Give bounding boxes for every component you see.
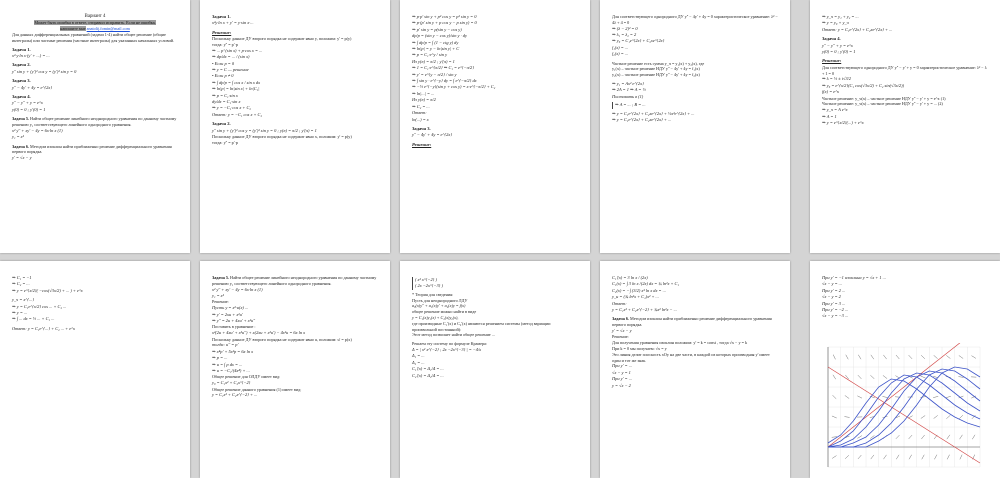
task-6-heading: Задача 6. (12, 143, 29, 149)
p8-note-3: a₀(x)y'' + a₁(x)y' + a₂(x)y = f(x) (412, 303, 466, 309)
direction-segment (934, 355, 938, 358)
direction-segment (871, 455, 874, 459)
direction-segment (844, 417, 849, 418)
p3-line-7: ⇒ p = C₁·e^y / sin y (412, 52, 448, 58)
p7-equation: x² y'' + xy' − 4y = 6x·ln x (1) (212, 286, 263, 292)
p8-note-2: Пусть для неоднородного ЛДУ (412, 297, 468, 303)
document-page-9 (600, 261, 790, 478)
direction-segment (870, 375, 874, 378)
p5-line-5: f(x) = e^x (822, 89, 840, 95)
p7-line-5: тогда: u'' = p' (212, 342, 239, 348)
p5-task-4-heading: Задача 4. (822, 36, 841, 42)
p2-line-3: • Если p = 0 (212, 60, 235, 66)
direction-segment (946, 396, 951, 398)
p9-text-1: Для получения уравнения изоклин положим: y' = k = const , тогда √x − y = k (612, 340, 748, 346)
direction-segment (858, 375, 862, 379)
direction-segment (845, 455, 849, 459)
p2-task-2-equation: y'' sin y + (y')² cos y = (y')² sin y = 0 ; y(π) = π/2 ; y'(π) = 1 (212, 127, 317, 133)
p3-line-4: dp/p = (sin y − cos y)/sin y · dy (412, 33, 467, 39)
direction-segment (946, 415, 950, 418)
p9-solution-label: Решение: (612, 334, 629, 340)
p10-line-1: При y' = −1 изоклина y = √x + 1 ... (822, 275, 886, 280)
p4-text-3: y₁(x) – частное решение НДУ y'' − 4y' + 4y = f₁(x) (612, 66, 700, 72)
direction-segment (922, 455, 925, 460)
p9-task-6-text: Методом изоклин найти приближенно решение дифференциального уравнения первого порядка. (612, 316, 772, 328)
direction-segment (896, 435, 900, 439)
p2-line-8: ⇒ p = C₁·sin x (212, 92, 238, 98)
p9-line-9: y = √x − 2 (612, 382, 631, 388)
direction-segment (858, 355, 861, 359)
direction-segment (871, 355, 874, 359)
p8-note-4: общее решение можно найти в виде (412, 309, 477, 315)
direction-segment (833, 355, 835, 360)
p10-line-2: √x − y = ... (822, 281, 842, 287)
p2-text-1: Поскольку данное ДУ второго порядка не содержит явно y, положим: y' = p(y) (212, 36, 352, 42)
p4-line-8: Поставить в (1) (612, 93, 644, 99)
variant-title: Вариант 4 (84, 14, 106, 19)
p7-task-5-heading: Задача 5. (212, 275, 229, 280)
p7-line-10: y₀ = C₁x² + C₂x^{−2} (212, 380, 251, 386)
p7-line-6: ⇒ x⁴p' + 5x³p = 6x ln x (212, 348, 254, 354)
p9-text-3: Это линия делит плоскость xOy на две части, в каждой из которых производная y' имеет один и тот же знак. (612, 351, 770, 363)
direction-segment (896, 355, 899, 359)
p3-line-3: ⇒ p' sin y = p(sin y − cos y) (412, 26, 462, 32)
document-page-1 (0, 0, 190, 253)
p2-line-1: ⇒ ... p'·(sin x) + p·cos x = ... (212, 47, 263, 53)
task-6-equation: y' = √x − y (12, 155, 32, 161)
direction-segment (960, 455, 962, 460)
p10-line-6: При y' = −2 ... (822, 307, 849, 313)
p5-line-3: ⇒ λ = ½ ± i√3/2 (822, 76, 851, 82)
p8-matrix-row-1: ( x² x^{−2} ) (415, 277, 437, 282)
task-6-block (12, 144, 178, 156)
p2-task-1-equation: x²y·ln x + y' = y·sin x·... (212, 20, 254, 26)
p8-line-5: Δ₂ = ... (412, 359, 425, 365)
p4-line-4: f₁(x) = ... (612, 44, 629, 50)
p7-task-5-text: Найти общее решение линейного неоднородного уравнения по данному частному решению y₁ соответствующего линейного однородного уравнения. (212, 275, 377, 286)
direction-segment (959, 415, 963, 419)
p5-line-8: ⇒ y = e^{x/2}(...) + e^x (822, 120, 864, 126)
p3-task-3-equation: y'' − 4y' + 4y = e^{2x} (412, 132, 452, 138)
p3-solution-label: Решение: (412, 141, 432, 147)
p2-line-7: ⇒ ln|p| = ln|sin x| + ln|C₁| (212, 86, 260, 92)
p9-line-3: C₂(x) = −∫ (3/2) x³ ln x dx = ... (612, 287, 666, 293)
p4-line-6: ⇒ y₁ = Ax² e^{2x} (612, 81, 644, 87)
p2-line-4: ⇒ y = C — решение (212, 67, 249, 73)
p7-text-2: Поскольку данное ДУ второго порядка не содержит явно u, положим: u' = p(x) (212, 336, 352, 342)
p10-line-5: При y' = 3 ... (822, 300, 846, 306)
p7-line-7: ⇒ p = ... (212, 355, 228, 361)
p9-line-4: y_н = (¾ ln²x + C₁)x² + ... (612, 294, 659, 300)
p6-line-5: ⇒ y = C₁e^{x/2} cos ... + C₂ ... (12, 303, 67, 309)
direction-segment (921, 355, 925, 359)
p7-text-4: Общее решение данного уравнения (1) имеет вид: (212, 386, 302, 392)
p9-line-5: y = C₁x² + C₂x^{−2} + ¾x² ln²x − ... (612, 307, 677, 313)
direction-segment (921, 416, 925, 419)
p8-note-6: где производные C₁'(x) и C₂'(x) являются решением системы (метод вариации (412, 320, 551, 326)
p9-line-2: C₁(x) = ∫ 3 ln x /(2x) dx = ¾ ln²x + C₁ (612, 281, 680, 287)
direction-segment (832, 456, 836, 459)
p7-line-11: y = C₁x² + C₂x^{−2} + ... (212, 392, 258, 398)
direction-segment (921, 435, 924, 439)
p8-text-1: Решаем эту систему по формуле Крамера: (412, 341, 488, 347)
direction-segment (933, 396, 938, 397)
p3-line-1: ⇒ p·p' sin y + p² cos y = p² sin y = 0 (412, 14, 477, 19)
direction-segment (947, 435, 950, 439)
p9-line-8: При y' = ... (612, 376, 632, 382)
direction-segment (857, 396, 862, 398)
direction-segment (882, 396, 887, 397)
direction-segment (920, 397, 925, 398)
p9-task-6-block (612, 316, 778, 328)
p7-line-4: x²(2u + 4xu' + x²u'') + x(2xu + x²u') − 4x²u = 6x ln x (212, 330, 306, 336)
p10-line-7: √x − y = −3 ... (822, 313, 849, 319)
direction-segment (958, 377, 963, 378)
isocline-plot (824, 343, 984, 471)
p5-line-7: ⇒ A = 1 (822, 113, 837, 119)
p3-task-3-heading: Задача 3. (412, 125, 431, 131)
p9-line-7: √x − y = 1 (612, 369, 631, 375)
direction-segment (832, 416, 837, 418)
p7-text-1: Поставить в уравнение : (212, 324, 256, 330)
task-5-block (12, 116, 178, 128)
p7-solution-label: Решение: (212, 299, 229, 305)
p10-line-3: При y' = 2 ... (822, 287, 846, 293)
p7-particular: y₁ = x² (212, 293, 224, 298)
p2-line-9: dy/dx = C₁·sin x (212, 99, 241, 105)
p5-text-2: Частное решение: y_ч(x) – частное решение НДУ y'' − y' + y = e^x (1) (822, 95, 946, 101)
direction-segment (972, 435, 975, 439)
p2-line-10: ⇒ y = −C₁·cos x + C₂ (212, 105, 251, 111)
document-page-7 (200, 261, 390, 478)
direction-segment (883, 375, 887, 378)
p8-line-3: Δ = | x² x^{−2} ; 2x −2x^{−3} | = −4/x (412, 346, 482, 352)
p3-line-8: Из y(π) = π/2 ; y'(π) = 1 (412, 58, 455, 64)
p6-line-4: y_ч = x^{...} (12, 297, 35, 303)
direction-segment (858, 455, 861, 459)
task-5-heading: Задача 5. (12, 116, 29, 122)
task-2-heading: Задача 2. (12, 62, 31, 68)
p9-line-1: C₁'(x) = 3 ln x / (2x) (612, 275, 648, 280)
p9-equation: y' = √x − y (612, 328, 632, 334)
p7-text-3: Общее решение для ОЛДУ имеет вид: (212, 374, 281, 380)
p6-line-6: ⇒ y = ... (12, 310, 28, 316)
p6-line-7: ⇒ ∫ ... dx = ½ ... + C₁ ... (12, 316, 55, 322)
document-page-6 (0, 261, 190, 478)
p3-line-15: ⇒ C₂ = ... (412, 103, 430, 109)
document-page-5 (810, 0, 1000, 253)
task-4-heading: Задача 4. (12, 94, 31, 100)
direction-segment (896, 455, 899, 459)
p2-task-2-heading: Задача 2. (212, 121, 231, 127)
direction-segment (832, 395, 836, 399)
task-1-heading: Задача 1. (12, 46, 31, 52)
task-3-heading: Задача 3. (12, 78, 31, 84)
email-link[interactable]: anatolij.fomin@mail.com (86, 26, 130, 32)
direction-segment (846, 355, 849, 360)
p7-task-5-block (212, 275, 378, 287)
direction-segment (934, 415, 938, 418)
task-5-particular: y₁ = x² (12, 134, 24, 140)
p4-line-2: ⇒ λ₁ = λ₂ = 2 (612, 32, 637, 37)
p6-answer: Ответ: y = C₁e^{...} + C₂ ... + e^x (12, 325, 75, 331)
p5-line-2: ⇒ y = y₀ + y_ч (822, 20, 849, 26)
direction-segment (884, 455, 887, 459)
p3-line-14: Из y(π) = π/2 (412, 97, 436, 103)
p2-text-2b: тогда: y'' = p'·p (212, 139, 238, 145)
p3-answer-value: ln(...) = x (412, 116, 429, 122)
p5-line-6: ⇒ y_ч = A e^x (822, 107, 848, 113)
p4-line-10: ⇒ A = ... ; B = ... (615, 102, 646, 108)
direction-segment (909, 435, 912, 439)
p7-line-3: ⇒ y'' = 2u + 4xu' + x²u'' (212, 318, 256, 324)
p2-answer: Ответ: y = −C₁ cos x + C₂ (212, 111, 263, 117)
direction-segment (845, 396, 849, 399)
direction-segment (857, 436, 861, 439)
p5-answer: Ответ: y = C₁e^{2x} + C₂xe^{2x} + ... (822, 26, 893, 32)
task-4-equation: y'' − y'' + y = e^x (12, 100, 43, 106)
p2-solution-label: Решение: (212, 29, 232, 35)
p6-line-3: ⇒ y = e^{x/2}( −cos(√3x/2) + ... ) + e^x (12, 287, 83, 293)
document-page-4 (600, 0, 790, 253)
task-2-equation: y'' sin y + (y')² cos y = (y')² sin y = 0 (12, 68, 77, 74)
direction-segment (921, 376, 926, 378)
p9-answer-label: Ответ: (612, 300, 627, 306)
p7-line-9: ⇒ u = −C₁/(4x⁴) + ... (212, 368, 250, 374)
task-5-text: Найти общее решение линейного неоднородного уравнения по данному частному решению y₁ соответствующего линейного однородного уравнения. (12, 116, 177, 128)
direction-segment (934, 455, 936, 460)
p8-matrix-row-2: ( 2x −2x^{−3} ) (415, 283, 443, 289)
notice-highlight-2: напишите мне (60, 26, 86, 32)
direction-segment (946, 355, 950, 358)
p6-line-1: ⇒ C₁ = −1 (12, 275, 32, 280)
p2-line-2: ⇒ dp/dx = ... / (sin x) (212, 54, 250, 60)
p3-line-12: ⇒ −½ e^{−y}(sin y + cos y) = x·e^{−π/2} + C₂ (412, 84, 496, 90)
document-page-8 (400, 261, 590, 478)
p4-line-1: ⇒ (λ − 2)² = 0 (612, 25, 638, 31)
direction-segment (909, 355, 913, 359)
p2-task-1-heading: Задача 1. (212, 14, 231, 19)
p9-line-6: При y' = ... (612, 363, 632, 369)
p7-line-2: ⇒ y' = 2xu + x²u' (212, 311, 243, 317)
p4-line-11: ⇒ y = C₁e^{2x} + C₂xe^{2x} + ... (612, 117, 672, 123)
direction-segment (947, 455, 949, 460)
p4-text-2: Частное решение есть сумма y_ч = y₁(x) + y₂(x), где (612, 60, 705, 66)
task-6-text: Методом изоклин найти приближенно решение дифференциального уравнения первого порядка. (12, 143, 172, 155)
notice-highlight: Может быть ошибка в ответе, отправил исправить. Если не ошибка, (34, 20, 156, 26)
p2-text-1b: тогда: y'' = p'·p (212, 42, 238, 48)
p8-note-7: произвольной постоянной): (412, 326, 462, 332)
task-5-equation: x² y'' + xy' − 4y = 6x·ln x (1) (12, 127, 63, 133)
p3-answer-label: Ответ: (412, 110, 427, 116)
task-4-conditions: y(0) = 0 ; y'(0) = 1 (12, 106, 46, 112)
p5-task-4-conditions: y(0) = 0 ; y'(0) = 1 (822, 49, 856, 55)
task-3-equation: y'' − 4y' + 4y = e^{2x} (12, 84, 52, 90)
p4-line-9: ⇒ y = C₁e^{2x} + C₂xe^{2x} + ½x²e^{2x} + ... (612, 110, 695, 116)
document-page-3 (400, 0, 590, 253)
p5-solution-label: Решение: (822, 58, 842, 64)
p4-line-5: f₂(x) = ... (612, 51, 629, 57)
p3-line-9: ⇒ 1 = C₁·e^{π/2} ⇒ C₁ = e^{−π/2} (412, 65, 474, 71)
direction-segment (959, 356, 963, 359)
document-page-10 (810, 261, 1000, 478)
p5-line-1: ⇒ y_ч = y₁ + y₂ = ... (822, 14, 859, 19)
direction-segment (909, 455, 912, 459)
p5-text-1: Для соответствующего однородного ДУ y'' − y' + y = 0 характеристическое уравнение: λ² − λ + 1 = 0 (822, 64, 987, 76)
p3-line-13: ⇒ ln|...| = ... (412, 90, 435, 96)
p2-text-2: Поскольку данное ДУ второго порядка не содержит явно x, положим: y' = p(y) (212, 134, 352, 140)
p4-line-3: ⇒ y₀ = C₁e^{2x} + C₂xe^{2x} (612, 38, 665, 44)
intro-text: Для данных дифференциальных уравнений (задачи 1-4) найти общее решение (общие интегралы) или частные решения (частные интегралы) для указанных начальных условий. (12, 32, 175, 43)
direction-segment (832, 437, 837, 438)
p2-line-6: ⇒ ∫ dp/p = ∫ cos x / sin x dx (212, 79, 261, 85)
direction-segment (883, 355, 886, 359)
p3-line-10: ⇒ y' = e^{y − π/2} / sin y (412, 71, 457, 77)
p4-line-7: ⇒ 2A = 1 ⇒ A = ½ (612, 87, 646, 93)
p7-line-8: ⇒ u = ∫ p dx = ... (212, 361, 243, 367)
p5-line-4: ⇒ y₀ = e^{x/2}(C₁ cos(√3x/2) + C₂ sin(√3x/2)) (822, 82, 905, 88)
p5-task-4-equation: y'' − y'' + y = e^x (822, 42, 853, 48)
document-page-2 (200, 0, 390, 253)
direction-segment (960, 435, 963, 439)
p8-note-5: y = C₁(x)y₁(x) + C₂(x)y₂(x), (412, 315, 459, 320)
p8-line-4: Δ₁ = ... (412, 353, 425, 359)
p6-line-2: ⇒ C₂ = ... (12, 281, 30, 287)
p3-line-6: ⇒ ln|p| = y − ln|sin y| + C (412, 46, 460, 52)
p10-line-4: √x − y = 2 (822, 294, 841, 300)
p8-line-7: C₂'(x) = Δ₂/Δ = ... (412, 372, 444, 378)
p8-note-1: * Теория для сведения: (412, 291, 454, 297)
p9-task-6-heading: Задача 6. (612, 316, 629, 322)
p4-system-brace (612, 102, 778, 108)
direction-segment (971, 356, 975, 359)
p2-line-5: • Если p ≠ 0 (212, 73, 234, 79)
p4-text-4: y₂(x) – частное решение НДУ y'' − 4y' + 4y = f₂(x) (612, 72, 700, 78)
p3-line-5: ⇒ ∫ dp/p = ∫ (1 − ctg y) dy (412, 39, 459, 45)
p7-line-1: Пусть y = x²·u(x) ... (212, 305, 249, 311)
p8-matrix (412, 277, 578, 290)
p8-note-8: Этот метод позволяет найти общее решение ... (412, 332, 495, 338)
p3-line-11: ⇒ ∫ sin y · e^{−y} dy = ∫ e^{−π/2} dx (412, 78, 477, 84)
p3-line-2: ⇒ p·(p' sin y + p cos y − p sin y) = 0 (412, 20, 477, 26)
direction-segment (833, 375, 836, 379)
p5-text-3: Частное решение: y_ч(x) – частное решение НДУ y'' − y' + y = ... (2) (822, 101, 943, 107)
p9-text-2: При k = 0 мы получаем: √x = y (612, 346, 667, 352)
p8-line-6: C₁'(x) = Δ₁/Δ = ... (412, 366, 444, 372)
task-1-equation: x²·y·ln x·(y' + ...) = ... (12, 53, 50, 58)
p4-text-1: Для соответствующего однородного ДУ y'' − 4y' + 4y = 0 характеристическое уравнение: λ² − 4λ + 4 = 0 (612, 14, 778, 25)
